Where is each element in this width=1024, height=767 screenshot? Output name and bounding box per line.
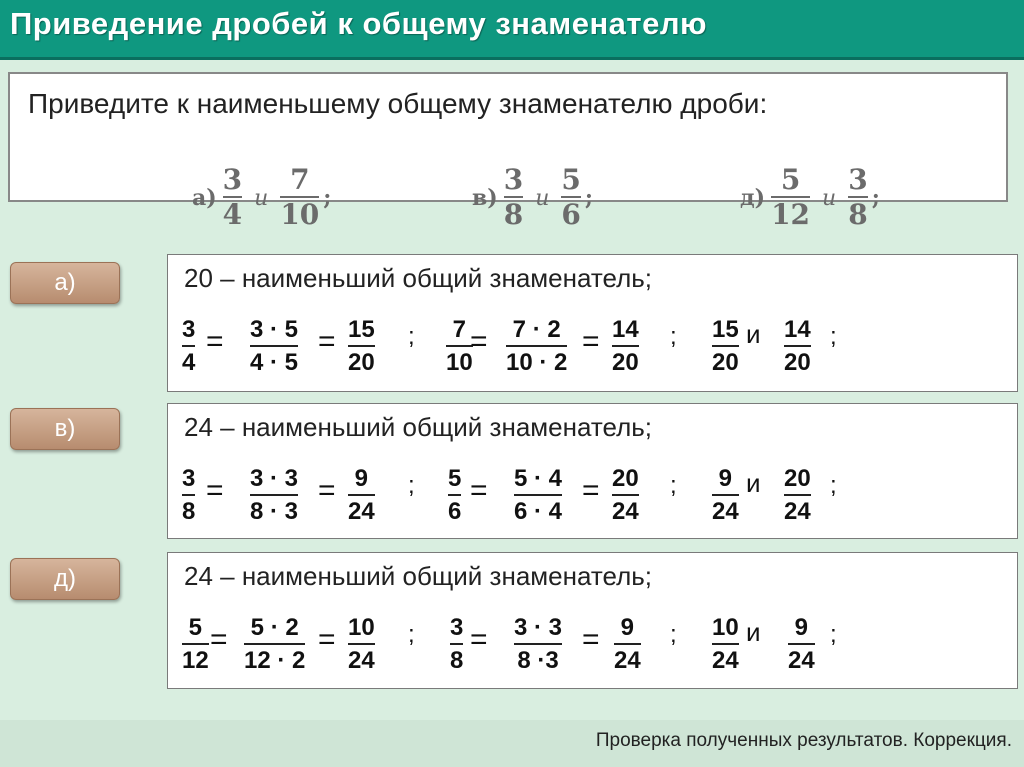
- solution-title: 24 – наименьший общий знаменатель;: [184, 412, 653, 442]
- footer-bar: [0, 720, 1024, 767]
- equals-sign: =: [210, 623, 228, 656]
- numerator: 5 · 4: [514, 465, 563, 492]
- semicolon: ;: [323, 185, 332, 211]
- equals-sign: =: [582, 623, 600, 656]
- fraction: [250, 315, 298, 379]
- page-title: Приведение дробей к общему знаменателю: [10, 6, 708, 41]
- equals-sign: =: [206, 474, 224, 507]
- task-item-label: а): [192, 185, 217, 211]
- semicolon: ;: [408, 472, 415, 499]
- denominator: 24: [784, 498, 811, 525]
- denominator: 4 · 5: [250, 349, 299, 376]
- conjunction: и: [746, 617, 761, 647]
- task-fractions: [0, 156, 1024, 240]
- conjunction: и: [822, 185, 837, 211]
- fraction: [788, 613, 815, 677]
- numerator: 7: [290, 163, 310, 196]
- fraction: [561, 164, 580, 232]
- numerator: 3: [182, 465, 196, 492]
- fraction: [182, 613, 209, 677]
- semicolon: ;: [830, 621, 837, 648]
- task-item-d: [740, 156, 880, 240]
- denominator: 24: [788, 647, 815, 674]
- semicolon: ;: [871, 185, 880, 211]
- fraction: [348, 464, 375, 528]
- fraction: [771, 164, 810, 232]
- denominator: 8: [450, 647, 464, 674]
- denominator: 24: [712, 647, 739, 674]
- numerator: 3: [222, 163, 243, 196]
- numerator: 3 · 5: [250, 316, 299, 343]
- task-text: Приведите к наименьшему общему знаменателю дроби:: [28, 88, 768, 119]
- fraction: [348, 613, 375, 677]
- denominator: 20: [612, 349, 639, 376]
- numerator: 5: [188, 614, 203, 641]
- equals-sign: =: [318, 623, 336, 656]
- solution-title: 20 – наименьший общий знаменатель;: [184, 263, 653, 293]
- fraction: [784, 464, 811, 528]
- numerator: 9: [620, 614, 635, 641]
- equals-sign: =: [318, 474, 336, 507]
- fraction: [506, 315, 567, 379]
- fraction: [784, 315, 811, 379]
- fraction: [450, 613, 463, 677]
- numerator: 5 · 2: [250, 614, 299, 641]
- denominator: 24: [348, 498, 375, 525]
- fraction: [712, 315, 739, 379]
- numerator: 3: [182, 316, 196, 343]
- fraction: [612, 315, 639, 379]
- denominator: 12: [771, 198, 811, 231]
- fraction: [514, 464, 562, 528]
- denominator: 24: [612, 498, 639, 525]
- answer-button-a[interactable]: а): [10, 262, 120, 304]
- denominator: 20: [348, 349, 375, 376]
- equals-sign: =: [582, 325, 600, 358]
- fraction: [250, 464, 298, 528]
- fraction: [612, 464, 639, 528]
- equals-sign: =: [318, 325, 336, 358]
- semicolon: ;: [830, 472, 837, 499]
- denominator: 4: [182, 349, 196, 376]
- numerator: 5: [448, 465, 462, 492]
- numerator: 3 · 3: [514, 614, 563, 641]
- denominator: 20: [712, 349, 739, 376]
- denominator: 20: [784, 349, 811, 376]
- fraction: [280, 164, 319, 232]
- equals-sign: =: [470, 474, 488, 507]
- numerator: 9: [794, 614, 809, 641]
- semicolon: ;: [670, 472, 677, 499]
- semicolon: ;: [670, 621, 677, 648]
- fraction: [448, 464, 461, 528]
- semicolon: ;: [408, 621, 415, 648]
- denominator: 6 · 4: [514, 498, 563, 525]
- numerator: 7 · 2: [512, 316, 561, 343]
- equals-sign: =: [206, 325, 224, 358]
- task-item-label: в): [472, 185, 498, 211]
- numerator: 5: [780, 163, 801, 196]
- numerator: 3: [450, 614, 464, 641]
- denominator: 8: [503, 198, 524, 231]
- equation-row: [168, 605, 1019, 691]
- fraction: [848, 164, 867, 232]
- task-item-a: [192, 156, 331, 240]
- numerator: 14: [784, 316, 811, 343]
- equals-sign: =: [470, 325, 488, 358]
- numerator: 3: [848, 163, 868, 196]
- numerator: 10: [348, 614, 375, 641]
- fraction: [614, 613, 641, 677]
- numerator: 9: [354, 465, 369, 492]
- semicolon: ;: [584, 185, 593, 211]
- solution-title: 24 – наименьший общий знаменатель;: [184, 561, 653, 591]
- equals-sign: =: [470, 623, 488, 656]
- numerator: 20: [612, 465, 639, 492]
- numerator: 9: [718, 465, 733, 492]
- fraction: [712, 613, 739, 677]
- denominator: 4: [222, 198, 243, 231]
- semicolon: ;: [408, 323, 415, 350]
- equation-row: [168, 307, 1019, 393]
- numerator: 15: [348, 316, 375, 343]
- solution-panel-a: [167, 254, 1018, 392]
- semicolon: ;: [830, 323, 837, 350]
- numerator: 7: [452, 316, 467, 343]
- numerator: 5: [561, 163, 581, 196]
- numerator: 3 · 3: [250, 465, 299, 492]
- fraction: [348, 315, 375, 379]
- denominator: 8: [848, 198, 868, 231]
- fraction: [712, 464, 739, 528]
- semicolon: ;: [670, 323, 677, 350]
- denominator: 12: [182, 647, 209, 674]
- denominator: 6: [561, 198, 581, 231]
- task-item-label: д): [740, 185, 766, 211]
- denominator: 10: [446, 349, 473, 376]
- title-bar: [0, 0, 1024, 60]
- fraction: [182, 315, 195, 379]
- fraction: [504, 164, 523, 232]
- footer-text: Проверка полученных результатов. Коррекция.: [595, 730, 1012, 751]
- solution-panel-d: [167, 552, 1018, 689]
- fraction: [244, 613, 305, 677]
- fraction: [514, 613, 562, 677]
- equals-sign: =: [582, 474, 600, 507]
- denominator: 8 · 3: [250, 498, 299, 525]
- fraction: [182, 464, 195, 528]
- denominator: 24: [348, 647, 375, 674]
- conjunction: и: [535, 185, 550, 211]
- denominator: 8 ·3: [517, 647, 559, 674]
- conjunction: и: [746, 319, 761, 349]
- denominator: 12 · 2: [244, 647, 306, 674]
- answer-button-d[interactable]: д): [10, 558, 120, 600]
- numerator: 10: [712, 614, 739, 641]
- conjunction: и: [746, 468, 761, 498]
- numerator: 20: [784, 465, 811, 492]
- denominator: 6: [448, 498, 462, 525]
- denominator: 8: [182, 498, 196, 525]
- numerator: 14: [612, 316, 639, 343]
- fraction: [223, 164, 242, 232]
- denominator: 10: [280, 198, 320, 231]
- fraction: [446, 315, 473, 379]
- denominator: 10 · 2: [506, 349, 568, 376]
- denominator: 24: [712, 498, 739, 525]
- numerator: 3: [503, 163, 524, 196]
- numerator: 15: [712, 316, 739, 343]
- answer-button-v[interactable]: в): [10, 408, 120, 450]
- task-item-v: [472, 156, 593, 240]
- solution-panel-v: [167, 403, 1018, 539]
- equation-row: [168, 456, 1019, 542]
- conjunction: и: [254, 185, 269, 211]
- denominator: 24: [614, 647, 641, 674]
